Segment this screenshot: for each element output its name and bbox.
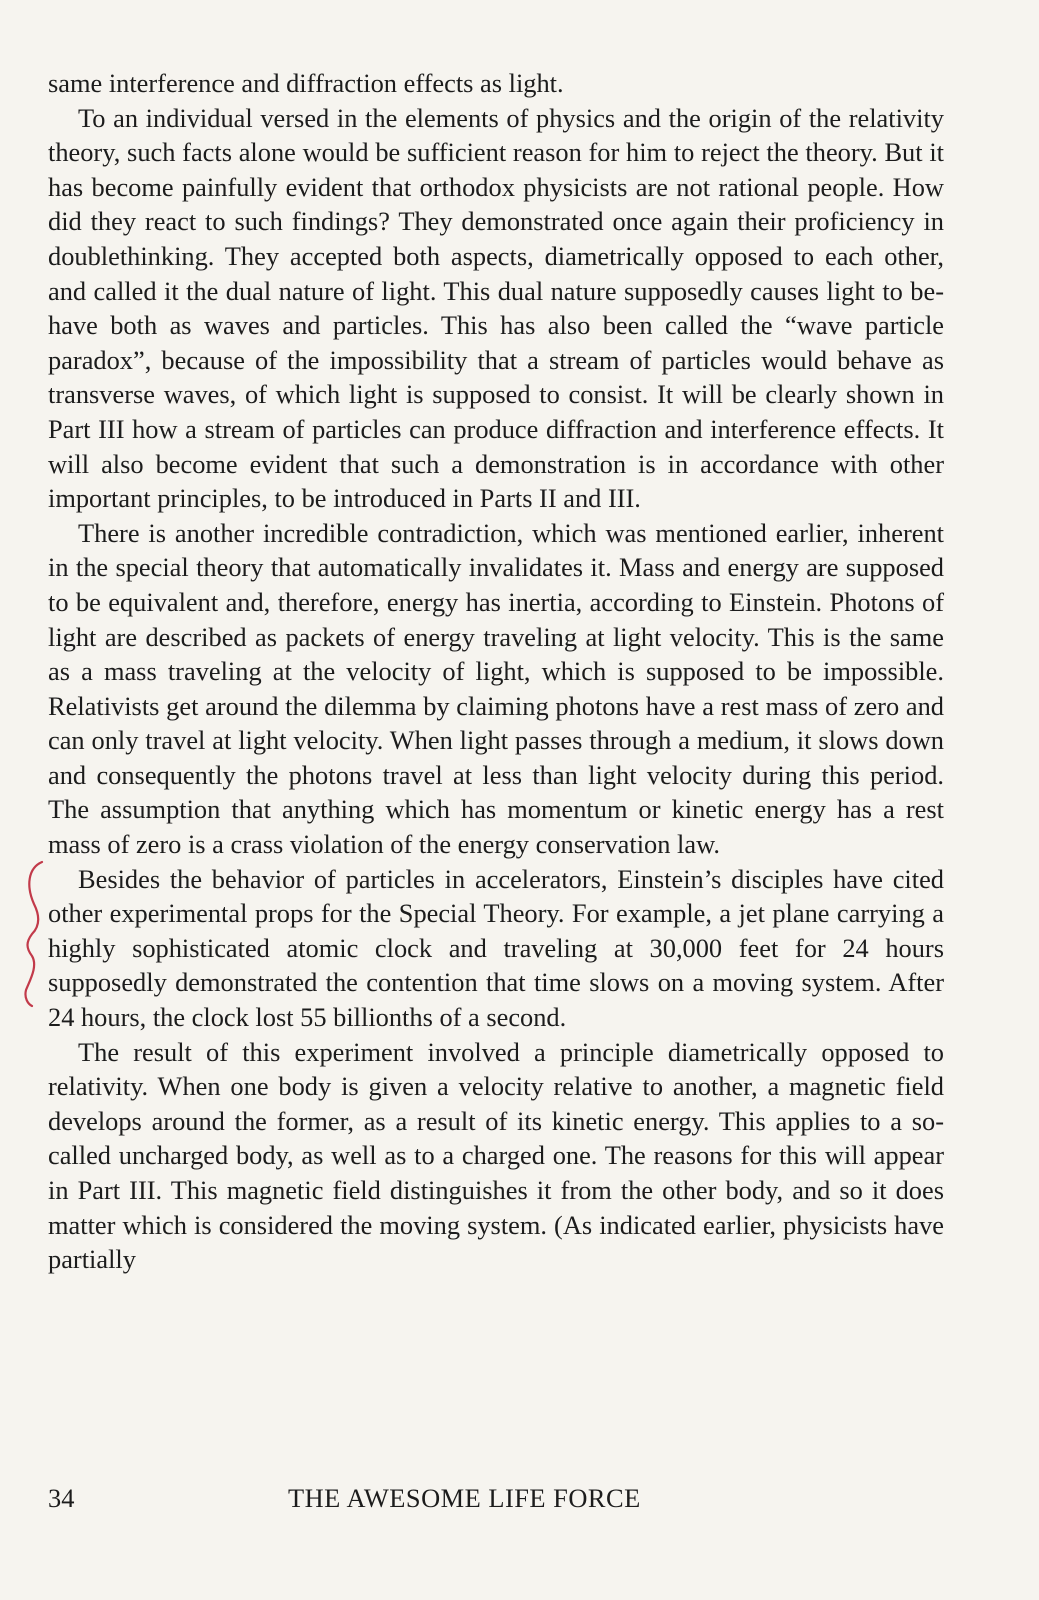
page-footer [48,1478,944,1518]
paragraph-4: Besides the behavior of particles in accelerators, Einstein’s disciples have cited other experimental props for the Special Theory. For example, a jet plane carrying a highly sophisticated atomic clock and traveling at 30,000 feet for 24 hours supposedly demonstrated the contention that time slows on a moving system. After 24 hours, the clock lost 55 billionths of a second. [48,863,944,1033]
handwritten-margin-bracket [20,858,50,1008]
paragraph-2: To an individual versed in the elements of physics and the origin of the relativity theory, such facts alone would be sufficient reason for him to reject the theory. But it has become painfully evident that orthodox physicists are not rational people. How did they react to such findings? They demonstrated once again their proficiency in doublethinking. They accepted both aspects, diametrically opposed to each other, and called it the dual nature of light. This dual nature supposedly causes light to behave both as waves and particles. This has also been called the “wave particle paradox”, because of the impossibility that a stream of particles would behave as transverse waves, of which light is supposed to consist. It will be clearly shown in Part III how a stream of particles can produce diffraction and interference effects. It will also become evident that such a demonstration is in accordance with other important principles, to be introduced in Parts II and III. [48,102,944,514]
paragraph-5: The result of this experiment involved a principle diametrically opposed to relativity. When one body is given a velocity relative to another, a magnetic field develops around the former, as a result of its kinetic energy. This applies to a so-called uncharged body, as well as to a charged one. The reasons for this will appear in Part III. This magnetic field distinguishes it from the other body, and so it does matter which is considered the moving system. (As indicated earlier, physicists have partially [48,1036,944,1275]
running-title: THE AWESOME LIFE FORCE [288,1483,641,1513]
page-number: 34 [48,1483,75,1513]
page-body [48,66,944,1277]
paragraph-1: same interference and diffraction effects as light. [48,68,564,98]
paragraph-3: There is another incredible contradiction, which was mentioned earlier, inherent in the special theory that automatically invalidates it. Mass and energy are supposed to be equivalent and, therefore, energy has inertia, according to Einstein. Photons of light are described as packets of energy traveling at light velocity. This is the same as a mass traveling at the velocity of light, which is supposed to be impossible. Relativists get around the dilemma by claiming photons have a rest mass of zero and can only travel at light velocity. When light passes through a medium, it slows down and consequently the photons travel at less than light velocity during this period. The assumption that anything which has momentum or kinetic energy has a rest mass of zero is a crass violation of the energy conservation law. [48,517,944,860]
